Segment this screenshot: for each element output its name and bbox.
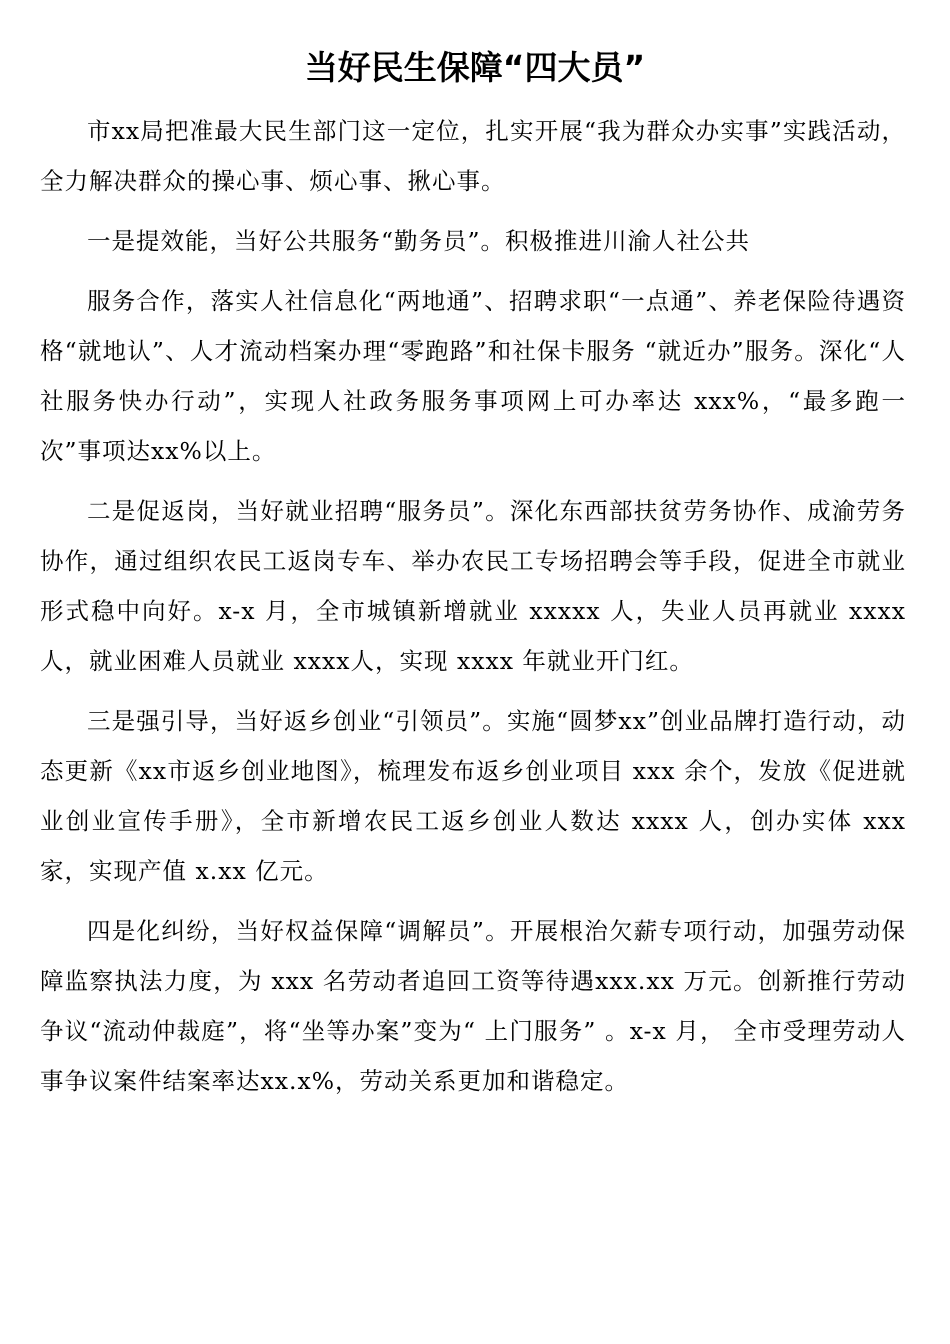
paragraph-section-3: 三是强引导，当好返乡创业“引领员”。实施“圆梦xx”创业品牌打造行动，动态更新《xx市返乡创业地图》，梳理发布返乡创业项目 xxx 余个，发放《促进就业创业宣传手册》，全市新增农民工返乡创业人数达 xxxx 人，创办实体 xxx 家，实现产值 x.xx 亿元。 [40, 707, 906, 885]
paragraph-section-1-heading: 一是提效能，当好公共服务“勤务员”。积极推进川渝人社公共 [87, 227, 751, 255]
document-title: 当好民生保障“四大员” [304, 48, 646, 87]
paragraph-section-2: 二是促返岗，当好就业招聘“服务员”。深化东西部扶贫劳务协作、成渝劳务协作，通过组织农民工返岗专车、举办农民工专场招聘会等手段，促进全市就业形式稳中向好。x-x 月，全市城镇新增就业 xxxxx 人，失业人员再就业 xxxx 人，就业困难人员就业 xxxx人，实现 xxxx 年就业开门红。 [40, 497, 906, 675]
document-body [40, 106, 906, 1116]
paragraph-section-4: 四是化纠纷，当好权益保障“调解员”。开展根治欠薪专项行动，加强劳动保障监察执法力度，为 xxx 名劳动者追回工资等待遇xxx.xx 万元。创新推行劳动争议“流动仲裁庭”，将“坐等办案”变为“ 上门服务” 。x-x 月， 全市受理劳动人事争议案件结案率达xx.x%，劳动关系更加和谐稳定。 [40, 917, 906, 1095]
paragraph-section-1-body: 服务合作，落实人社信息化“两地通”、招聘求职“一点通”、养老保险待遇资格“就地认”、人才流动档案办理“零跑路”和社保卡服务 “就近办”服务。深化“人社服务快办行动”，实现人社政务服务事项网上可办率达 xxx%，“最多跑一次”事项达xx%以上。 [40, 287, 906, 465]
paragraph-intro: 市xx局把准最大民生部门这一定位，扎实开展“我为群众办实事”实践活动，全力解决群众的操心事、烦心事、揪心事。 [40, 117, 906, 195]
